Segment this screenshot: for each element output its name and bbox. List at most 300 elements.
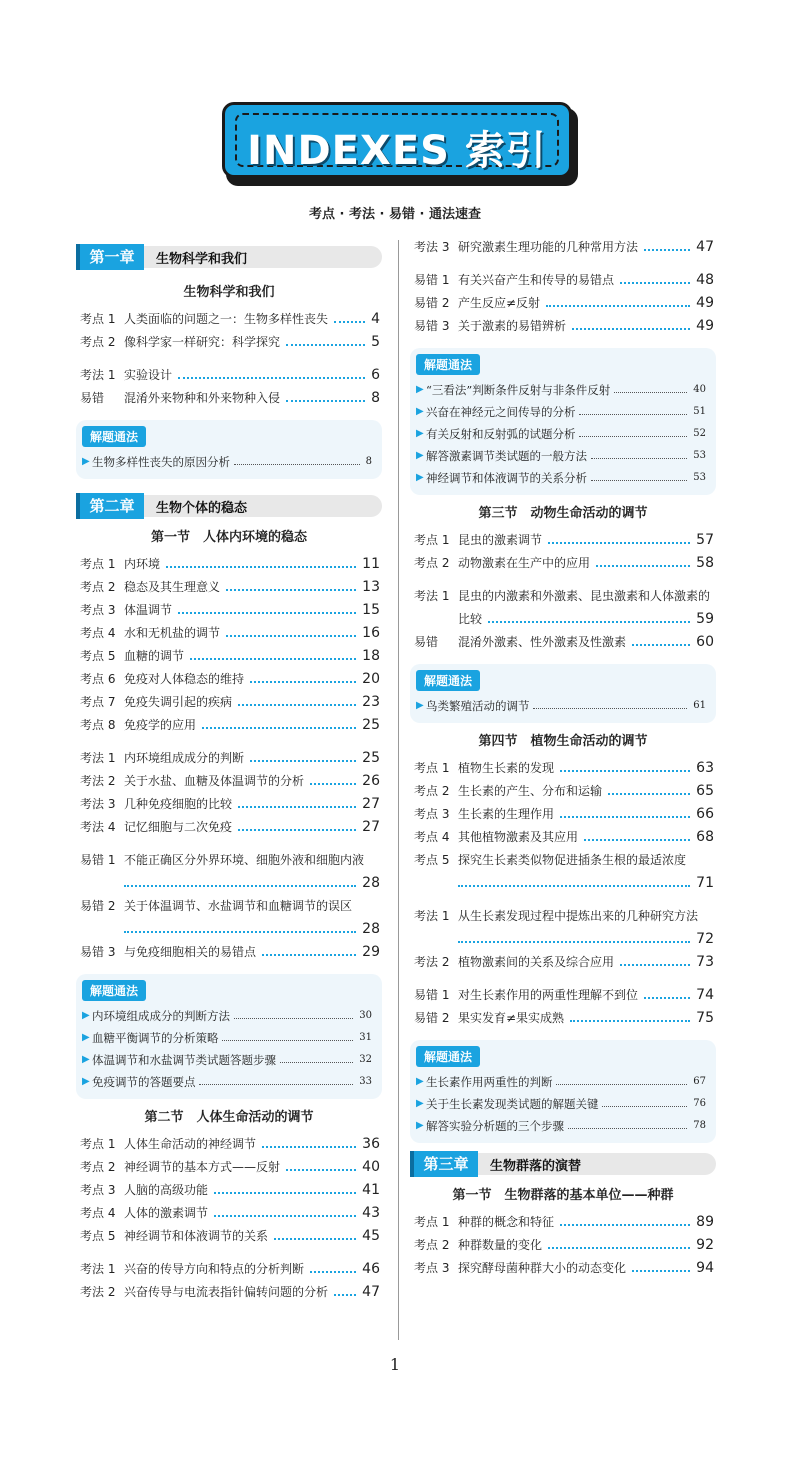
- arrow-icon: ▶: [416, 700, 424, 711]
- gap: [76, 1248, 382, 1258]
- entry-kind: 易错 1: [414, 273, 450, 287]
- page-ref: 8: [365, 456, 372, 467]
- index-entry[interactable]: [76, 747, 382, 770]
- method-entry[interactable]: [416, 695, 710, 717]
- entry-title: 内环境组成成分的判断: [124, 751, 245, 765]
- method-title: 解答激素调节类试题的一般方法: [426, 449, 587, 463]
- index-entry[interactable]: [410, 780, 716, 803]
- entry-kind: 考点 3: [80, 603, 116, 617]
- entry-list: [76, 308, 382, 354]
- chapter-tag: 第一章: [76, 244, 144, 270]
- index-entry[interactable]: [410, 529, 716, 552]
- dot-leader: [560, 770, 690, 772]
- index-entry[interactable]: [76, 553, 382, 576]
- dot-leader: [178, 377, 365, 379]
- entry-title: 神经调节的基本方式——反射: [124, 1160, 281, 1174]
- left-column: [76, 244, 382, 1304]
- entry-kind: 考法 1: [80, 1262, 116, 1276]
- method-entry[interactable]: [416, 467, 710, 489]
- dot-leader: [286, 344, 365, 346]
- dot-leader: [222, 1040, 353, 1041]
- page-ref: 45: [362, 1228, 380, 1244]
- dot-leader: [632, 1270, 690, 1272]
- box-header: 解题通法: [82, 980, 146, 1001]
- section-title: 第二节 人体生命活动的调节: [144, 1110, 314, 1125]
- page-number: 1: [389, 1355, 401, 1374]
- entry-kind: 考点 1: [414, 533, 450, 547]
- index-entry[interactable]: [76, 622, 382, 645]
- index-entry[interactable]: [410, 1211, 716, 1234]
- index-entry[interactable]: [410, 292, 716, 315]
- entry-title: 几种免疫细胞的比较: [124, 797, 233, 811]
- page-ref: 29: [362, 944, 380, 960]
- method-title: 鸟类繁殖活动的调节: [426, 699, 530, 713]
- entry-title: 果实发育≠果实成熟: [458, 1011, 565, 1025]
- dot-leader: [286, 1169, 356, 1171]
- index-entry[interactable]: [410, 585, 716, 631]
- dot-leader: [286, 400, 365, 402]
- method-entry[interactable]: [416, 379, 710, 401]
- page-ref: 47: [696, 239, 714, 255]
- dot-leader: [560, 1224, 690, 1226]
- dot-leader: [166, 566, 356, 568]
- page-ref: 63: [696, 760, 714, 776]
- arrow-icon: ▶: [416, 450, 424, 461]
- banner-title: INDEXES 索引: [247, 128, 547, 174]
- dot-leader: [579, 436, 687, 437]
- dot-leader: [591, 480, 687, 481]
- index-entry[interactable]: [76, 816, 382, 839]
- dot-leader: [262, 954, 356, 956]
- index-entry[interactable]: [76, 895, 382, 941]
- page-ref: 78: [693, 1120, 706, 1131]
- dot-leader: [124, 931, 356, 933]
- entry-kind: 考点 4: [80, 626, 116, 640]
- page-ref: 25: [362, 750, 380, 766]
- dot-leader: [262, 1146, 356, 1148]
- entry-title: 水和无机盐的调节: [124, 626, 221, 640]
- page-ref: 15: [362, 602, 380, 618]
- entry-list: [410, 585, 716, 631]
- method-title: 生物多样性丧失的原因分析: [92, 455, 230, 469]
- entry-title: 免疫失调引起的疾病: [124, 695, 233, 709]
- index-entry[interactable]: [410, 905, 716, 951]
- gap: [76, 354, 382, 364]
- page-ref: 68: [696, 829, 714, 845]
- method-title: “三看法”判断条件反射与非条件反射: [426, 383, 611, 397]
- page-ref: 5: [371, 334, 380, 350]
- entry-list: [410, 631, 716, 654]
- entry-title: 免疫学的应用: [124, 718, 197, 732]
- method-entry[interactable]: [416, 401, 710, 423]
- page-ref: 67: [693, 1076, 706, 1087]
- gap: [410, 895, 716, 905]
- page-ref: 92: [696, 1237, 714, 1253]
- entry-title: 与免疫细胞相关的易错点: [124, 945, 257, 959]
- index-entry[interactable]: [76, 770, 382, 793]
- dot-leader: [238, 829, 356, 831]
- dot-leader: [620, 282, 690, 284]
- entry-list: [410, 951, 716, 974]
- page-ref: 52: [693, 428, 706, 439]
- entry-kind: 易错 3: [414, 319, 450, 333]
- arrow-icon: ▶: [416, 1098, 424, 1109]
- entry-kind: 易错 1: [80, 853, 116, 867]
- index-entry[interactable]: [76, 1202, 382, 1225]
- dot-leader: [274, 1238, 356, 1240]
- chapter-1-header: [76, 244, 382, 270]
- method-entry[interactable]: [82, 451, 376, 473]
- index-entry[interactable]: [410, 631, 716, 654]
- page-ref: 43: [362, 1205, 380, 1221]
- entry-title: 像科学家一样研究：科学探究: [124, 335, 281, 349]
- page-ref: 46: [362, 1261, 380, 1277]
- dot-leader: [234, 1018, 353, 1019]
- dot-leader: [632, 644, 690, 646]
- gap: [410, 575, 716, 585]
- page-ref: 32: [359, 1054, 372, 1065]
- entry-title: 实验设计: [124, 368, 173, 382]
- entry-list: [410, 905, 716, 951]
- gap: [76, 737, 382, 747]
- page-ref: 11: [362, 556, 380, 572]
- solution-methods-box: [76, 420, 382, 479]
- method-title: 血糖平衡调节的分析策略: [92, 1031, 219, 1045]
- entry-list: [76, 849, 382, 941]
- dot-leader: [548, 542, 690, 544]
- dot-leader: [533, 708, 687, 709]
- entry-kind: 考点 3: [414, 807, 450, 821]
- page-ref: 40: [362, 1159, 380, 1175]
- index-entry[interactable]: [76, 849, 382, 895]
- index-entry[interactable]: [76, 714, 382, 737]
- arrow-icon: ▶: [416, 472, 424, 483]
- entry-title: 种群数量的变化: [458, 1238, 543, 1252]
- entry-title: 兴奋的传导方向和特点的分析判断: [124, 1262, 305, 1276]
- dot-leader: [124, 885, 356, 887]
- index-entry[interactable]: [410, 1007, 716, 1030]
- entry-kind: 考点 8: [80, 718, 116, 732]
- entry-title: 血糖的调节: [124, 649, 185, 663]
- index-entry[interactable]: [76, 1156, 382, 1179]
- entry-list: [76, 1258, 382, 1304]
- entry-kind: 考点 3: [414, 1261, 450, 1275]
- page-ref: 76: [693, 1098, 706, 1109]
- index-entry[interactable]: [76, 308, 382, 331]
- index-entry[interactable]: [76, 645, 382, 668]
- method-entry[interactable]: [416, 1093, 710, 1115]
- entry-list: [410, 849, 716, 895]
- method-title: 免疫调节的答题要点: [92, 1075, 196, 1089]
- entry-kind: 考点 1: [414, 761, 450, 775]
- dot-leader: [568, 1128, 687, 1129]
- page-ref: 58: [696, 555, 714, 571]
- method-entry[interactable]: [82, 1005, 376, 1027]
- index-entry[interactable]: [76, 576, 382, 599]
- entry-title: 关于激素的易错辨析: [458, 319, 567, 333]
- page-ref: 49: [696, 295, 714, 311]
- index-entry[interactable]: [76, 1133, 382, 1156]
- method-entry[interactable]: [416, 1115, 710, 1137]
- entry-title: 关于水盐、血糖及体温调节的分析: [124, 774, 305, 788]
- chapter-title: 生物个体的稳态: [156, 501, 248, 516]
- page-ref: 20: [362, 671, 380, 687]
- dot-leader: [608, 793, 690, 795]
- dot-leader: [178, 612, 356, 614]
- entry-kind: 考法 2: [80, 1285, 116, 1299]
- arrow-icon: ▶: [416, 384, 424, 395]
- entry-title: 记忆细胞与二次免疫: [124, 820, 233, 834]
- section-title: 第一节 人体内环境的稳态: [150, 530, 307, 545]
- page-ref: 65: [696, 783, 714, 799]
- entry-kind: 易错 2: [414, 296, 450, 310]
- entry-list: [410, 529, 716, 575]
- dot-leader: [226, 635, 356, 637]
- page-ref: 71: [696, 875, 714, 891]
- method-title: 体温调节和水盐调节类试题答题步骤: [92, 1053, 276, 1067]
- method-title: 关于生长素发现类试题的解题关键: [426, 1097, 599, 1111]
- entry-title: 有关兴奋产生和传导的易错点: [458, 273, 615, 287]
- column-divider: [398, 240, 399, 1340]
- dot-leader: [238, 704, 356, 706]
- page-ref: 49: [696, 318, 714, 334]
- entry-kind: 考点 2: [414, 784, 450, 798]
- page-ref: 23: [362, 694, 380, 710]
- chapter-title: 生物科学和我们: [156, 252, 248, 267]
- page-ref: 4: [371, 311, 380, 327]
- method-entry[interactable]: [82, 1071, 376, 1093]
- entry-title: 人体的激素调节: [124, 1206, 209, 1220]
- entry-list: [76, 364, 382, 410]
- solution-methods-box: [410, 348, 716, 495]
- method-title: 有关反射和反射弧的试题分析: [426, 427, 576, 441]
- entry-kind: 考法 3: [80, 797, 116, 811]
- page-ref: 13: [362, 579, 380, 595]
- dot-leader: [488, 621, 690, 623]
- entry-kind: 易错 1: [414, 988, 450, 1002]
- dot-leader: [644, 997, 690, 999]
- index-entry[interactable]: [76, 1179, 382, 1202]
- arrow-icon: ▶: [416, 1120, 424, 1131]
- right-column: [410, 236, 716, 1280]
- entry-kind: 考法 4: [80, 820, 116, 834]
- index-entry[interactable]: [410, 236, 716, 259]
- dot-leader: [238, 806, 356, 808]
- entry-title: 内环境: [124, 557, 161, 571]
- page-ref: 94: [696, 1260, 714, 1276]
- index-entry[interactable]: [76, 793, 382, 816]
- entry-kind: 考点 2: [414, 556, 450, 570]
- arrow-icon: ▶: [82, 1076, 90, 1087]
- dot-leader: [250, 760, 356, 762]
- entry-title: 体温调节: [124, 603, 173, 617]
- index-entry[interactable]: [410, 315, 716, 338]
- arrow-icon: ▶: [82, 1010, 90, 1021]
- dot-leader: [579, 414, 687, 415]
- page-ref: 72: [696, 931, 714, 947]
- chapter-tag: 第二章: [76, 493, 144, 519]
- index-entry[interactable]: [76, 364, 382, 387]
- gap: [410, 974, 716, 984]
- page-ref: 74: [696, 987, 714, 1003]
- entry-title: 生长素的产生、分布和运输: [458, 784, 603, 798]
- page-ref: 28: [362, 875, 380, 891]
- entry-list: [410, 269, 716, 338]
- page-ref: 53: [693, 450, 706, 461]
- entry-kind: 考点 1: [80, 312, 116, 326]
- section-title: 第三节 动物生命活动的调节: [478, 506, 648, 521]
- dot-leader: [548, 1247, 690, 1249]
- chapter-title: 生物群落的演替: [490, 1159, 582, 1174]
- entry-title: 昆虫的内激素和外激素、昆虫激素和人体激素的: [458, 589, 711, 603]
- entry-title: 生长素的生理作用: [458, 807, 555, 821]
- entry-title: 人脑的高级功能: [124, 1183, 209, 1197]
- index-entry[interactable]: [76, 331, 382, 354]
- page-ref: 26: [362, 773, 380, 789]
- method-title: 兴奋在神经元之间传导的分析: [426, 405, 576, 419]
- box-header: 解题通法: [416, 354, 480, 375]
- entry-kind: 易错 3: [80, 945, 116, 959]
- entry-kind: 考点 5: [80, 1229, 116, 1243]
- page-ref: 47: [362, 1284, 380, 1300]
- section-title: 生物科学和我们: [183, 285, 275, 300]
- entry-title: 人体生命活动的神经调节: [124, 1137, 257, 1151]
- page-ref: 25: [362, 717, 380, 733]
- entry-kind: 考法 1: [414, 589, 450, 603]
- entry-kind: 考点 2: [80, 580, 116, 594]
- page-ref: 48: [696, 272, 714, 288]
- entry-title: 动物激素在生产中的应用: [458, 556, 591, 570]
- chapter-tag: 第三章: [410, 1151, 478, 1177]
- entry-title: 产生反应≠反射: [458, 296, 541, 310]
- dot-leader: [334, 321, 365, 323]
- index-entry[interactable]: [410, 826, 716, 849]
- page-ref: 57: [696, 532, 714, 548]
- index-entry[interactable]: [410, 951, 716, 974]
- index-entry[interactable]: [76, 1281, 382, 1304]
- page-ref: 75: [696, 1010, 714, 1026]
- entry-kind: 考点 6: [80, 672, 116, 686]
- page-ref: 16: [362, 625, 380, 641]
- entry-title: 对生长素作用的两重性理解不到位: [458, 988, 639, 1002]
- index-entry[interactable]: [410, 984, 716, 1007]
- page-ref: 40: [693, 384, 706, 395]
- entry-kind: 易错: [80, 391, 105, 405]
- arrow-icon: ▶: [416, 406, 424, 417]
- dot-leader: [214, 1215, 356, 1217]
- method-entry[interactable]: [82, 1049, 376, 1071]
- index-entry[interactable]: [410, 552, 716, 575]
- index-entry[interactable]: [410, 1234, 716, 1257]
- chapter-3-header: [410, 1151, 716, 1177]
- index-entry[interactable]: [410, 803, 716, 826]
- index-entry[interactable]: [410, 757, 716, 780]
- dot-leader: [199, 1084, 353, 1085]
- dot-leader: [226, 589, 356, 591]
- entry-title: 探究生长素类似物促进插条生根的最适浓度: [458, 853, 687, 867]
- page-ref: 6: [371, 367, 380, 383]
- page-ref: 60: [696, 634, 714, 650]
- dot-leader: [614, 392, 687, 393]
- index-entry[interactable]: [76, 668, 382, 691]
- entry-list: [76, 941, 382, 964]
- dot-leader: [596, 565, 690, 567]
- entry-kind: 易错: [414, 635, 439, 649]
- arrow-icon: ▶: [416, 428, 424, 439]
- entry-title: 免疫对人体稳态的维持: [124, 672, 245, 686]
- entry-title: 研究激素生理功能的几种常用方法: [458, 240, 639, 254]
- dot-leader: [310, 783, 356, 785]
- method-entry[interactable]: [416, 423, 710, 445]
- entry-list: [410, 757, 716, 849]
- method-entry[interactable]: [416, 445, 710, 467]
- solution-methods-box: [76, 974, 382, 1099]
- entry-kind: 考点 1: [414, 1215, 450, 1229]
- entry-kind: 考法 3: [414, 240, 450, 254]
- index-entry[interactable]: [76, 387, 382, 410]
- entry-kind: 考法 1: [414, 909, 450, 923]
- index-entry[interactable]: [76, 691, 382, 714]
- page-subtitle: 考点 · 考法 · 易错 · 通法速查: [309, 207, 481, 222]
- index-entry[interactable]: [76, 1225, 382, 1248]
- entry-title: 种群的概念和特征: [458, 1215, 555, 1229]
- dot-leader: [560, 816, 690, 818]
- entry-kind: 考点 4: [80, 1206, 116, 1220]
- banner-face: [222, 102, 572, 178]
- entry-title: 人类面临的问题之一：生物多样性丧失: [124, 312, 329, 326]
- entry-kind: 考点 5: [414, 853, 450, 867]
- index-entry[interactable]: [410, 269, 716, 292]
- index-entry[interactable]: [76, 941, 382, 964]
- entry-kind: 考点 7: [80, 695, 116, 709]
- entry-list: [410, 984, 716, 1030]
- page-ref: 31: [359, 1032, 372, 1043]
- entry-title: 探究酵母菌种群大小的动态变化: [458, 1261, 627, 1275]
- method-entry[interactable]: [416, 1071, 710, 1093]
- entry-title: 关于体温调节、水盐调节和血糖调节的误区: [124, 899, 353, 913]
- entry-kind: 考点 1: [80, 557, 116, 571]
- page-ref: 41: [362, 1182, 380, 1198]
- dot-leader: [644, 249, 690, 251]
- dot-leader: [190, 658, 356, 660]
- box-header: 解题通法: [82, 426, 146, 447]
- dot-leader: [458, 941, 690, 943]
- section-title: 第四节 植物生命活动的调节: [478, 734, 648, 749]
- page-ref: 53: [693, 472, 706, 483]
- entry-kind: 考点 4: [414, 830, 450, 844]
- page-ref: 89: [696, 1214, 714, 1230]
- index-entry[interactable]: [410, 849, 716, 895]
- entry-title: 其他植物激素及其应用: [458, 830, 579, 844]
- index-entry[interactable]: [76, 1258, 382, 1281]
- entry-kind: 考法 2: [80, 774, 116, 788]
- index-entry[interactable]: [410, 1257, 716, 1280]
- dot-leader: [250, 681, 356, 683]
- dot-leader: [591, 458, 687, 459]
- entry-kind: 考点 5: [80, 649, 116, 663]
- arrow-icon: ▶: [416, 1076, 424, 1087]
- page-ref: 61: [693, 700, 706, 711]
- chapter-2-header: [76, 493, 382, 519]
- page-ref: 73: [696, 954, 714, 970]
- index-entry[interactable]: [76, 599, 382, 622]
- method-entry[interactable]: [82, 1027, 376, 1049]
- solution-methods-box: [410, 664, 716, 723]
- entry-title: 神经调节和体液调节的关系: [124, 1229, 269, 1243]
- entry-kind: 考法 1: [80, 368, 116, 382]
- entry-kind: 考法 1: [80, 751, 116, 765]
- dot-leader: [234, 464, 360, 465]
